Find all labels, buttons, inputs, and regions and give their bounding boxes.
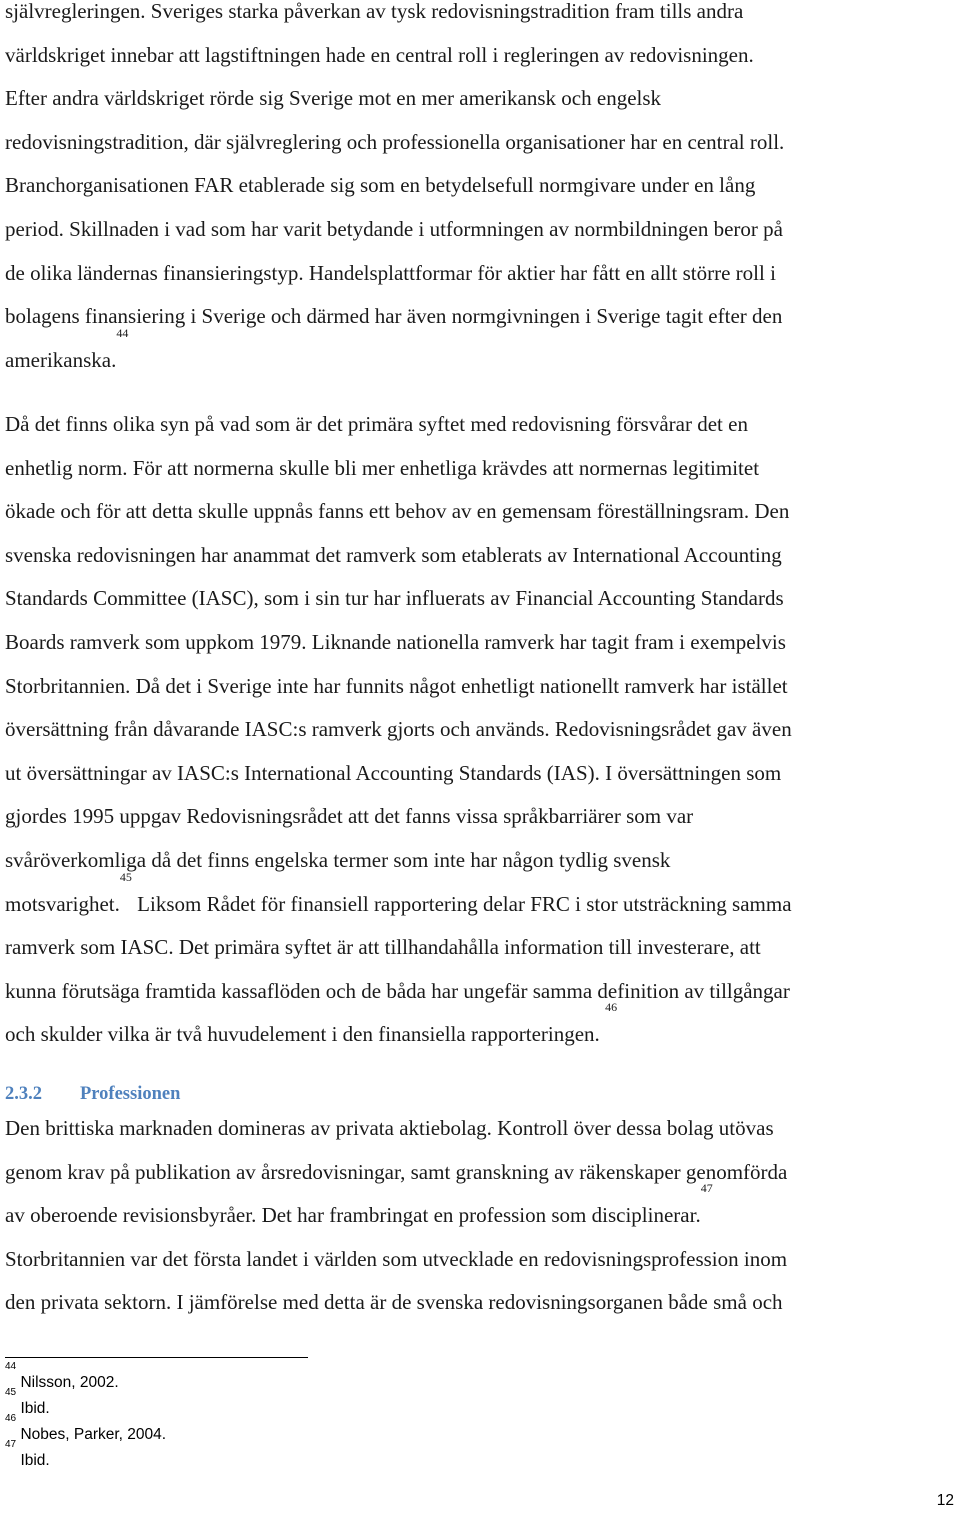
paragraph-3 (5, 1107, 957, 1325)
text-line: Standards Committee (IASC), som i sin tur har influerats av Financial Accounting Standards (5, 586, 784, 611)
footnote-text: Nobes, Parker, 2004. (20, 1426, 167, 1443)
text-line (5, 869, 957, 927)
text-line: Boards ramverk som uppkom 1979. Liknande nationella ramverk har tagit fram i exempelvis (5, 629, 786, 654)
footnote-reference[interactable]: 46 (605, 1000, 618, 1015)
footnote-text: Ibid. (20, 1400, 50, 1417)
footnote-separator (5, 1357, 308, 1358)
footnote (5, 1361, 166, 1396)
text-line: ökade och för att detta skulle uppnås fanns ett behov av en gemensam föreställningsram. Den (5, 499, 790, 524)
footnote-text: Nilsson, 2002. (20, 1374, 119, 1391)
paragraph-2 (5, 403, 957, 1057)
footnote-number: 44 (5, 1361, 17, 1372)
text-line: Branchorganisationen FAR etablerade sig som en betydelsefull normgivare under en lång (5, 173, 756, 198)
text-line: gjordes 1995 uppgav Redovisningsrådet att det fanns vissa språkbarriärer som var (5, 804, 694, 829)
text-line: svåröverkomliga då det finns engelska termer som inte har någon tydlig svensk (5, 847, 671, 872)
text-line: självregleringen. Sveriges starka påverkan av tysk redovisningstradition fram tills andra (5, 0, 744, 23)
text-fragment: Liksom Rådet för finansiell rapportering delar FRC i stor utsträckning samma (131, 891, 792, 916)
text-fragment: av oberoende revisionsbyråer. Det har frambringat en profession som disciplinerar. (5, 1203, 701, 1228)
text-line (5, 325, 957, 383)
text-line (5, 1000, 957, 1057)
footnote-reference[interactable]: 45 (119, 869, 132, 884)
text-line: svenska redovisningen har anammat det ramverk som etablerats av International Accounting (5, 542, 782, 567)
paragraph-1 (5, 0, 957, 382)
text-line: period. Skillnaden i vad som har varit betydande i utformningen av normbildningen beror på (5, 216, 783, 241)
text-line (5, 1181, 957, 1238)
text-line: genom krav på publikation av årsredovisningar, samt granskning av räkenskaper genomförda (5, 1159, 788, 1184)
text-line: Storbritannien var det första landet i världen som utvecklade en redovisningsprofession inom (5, 1246, 788, 1271)
text-line: enhetlig norm. För att normerna skulle bli mer enhetliga krävdes att normernas legitimitet (5, 455, 760, 480)
text-fragment: motsvarighet. (5, 891, 120, 916)
text-line: ramverk som IASC. Det primära syftet är att tillhandahålla information till investerare, att (5, 935, 761, 960)
text-line: ut översättningar av IASC:s International Accounting Standards (IAS). I översättningen som (5, 760, 782, 785)
text-line: översättning från dåvarande IASC:s ramverk gjorts och används. Redovisningsrådet gav även (5, 717, 792, 742)
text-line: Efter andra världskriget rörde sig Sverige mot en mer amerikansk och engelsk (5, 86, 662, 111)
footnote-reference[interactable]: 47 (700, 1181, 713, 1196)
footnotes (5, 1361, 167, 1474)
text-line: redovisningstradition, där självreglering och professionella organisationer har en central roll. (5, 129, 785, 154)
text-line: världskriget innebar att lagstiftningen hade en central roll i regleringen av redovisningen. (5, 42, 754, 67)
text-line: de olika ländernas finansieringstyp. Handelsplattformar för aktier har fått en allt större roll i (5, 260, 776, 285)
section-title: Professionen (80, 1084, 181, 1104)
text-line: Då det finns olika syn på vad som är det primära syftet med redovisning försvårar det en (5, 412, 748, 436)
section-heading (5, 1084, 180, 1105)
text-fragment: och skulder vilka är två huvudelement i den finansiella rapporteringen. (5, 1022, 600, 1047)
footnote-number: 47 (5, 1439, 17, 1450)
text-line: kunna förutsäga framtida kassaflöden och de båda har ungefär samma definition av tillgångar (5, 978, 790, 1003)
footnote-text: Ibid. (20, 1452, 50, 1469)
footnote-number: 45 (5, 1387, 17, 1398)
footnote-reference[interactable]: 44 (116, 325, 129, 340)
page-number: 12 (936, 1492, 954, 1509)
text-line: Storbritannien. Då det i Sverige inte har funnits något enhetligt nationellt ramverk har istället (5, 673, 788, 698)
footnote-number: 46 (5, 1413, 17, 1424)
section-number: 2.3.2 (5, 1084, 42, 1104)
text-line: Den brittiska marknaden domineras av privata aktiebolag. Kontroll över dessa bolag utövas (5, 1116, 774, 1140)
footnote (5, 1387, 166, 1422)
footnote (5, 1413, 167, 1448)
text-line: bolagens finansiering i Sverige och därmed har även normgivningen i Sverige tagit efter den (5, 304, 783, 329)
footnote (5, 1439, 166, 1474)
text-line: den privata sektorn. I jämförelse med detta är de svenska redovisningsorganen både små och (5, 1290, 783, 1315)
text-fragment: amerikanska. (5, 347, 117, 372)
